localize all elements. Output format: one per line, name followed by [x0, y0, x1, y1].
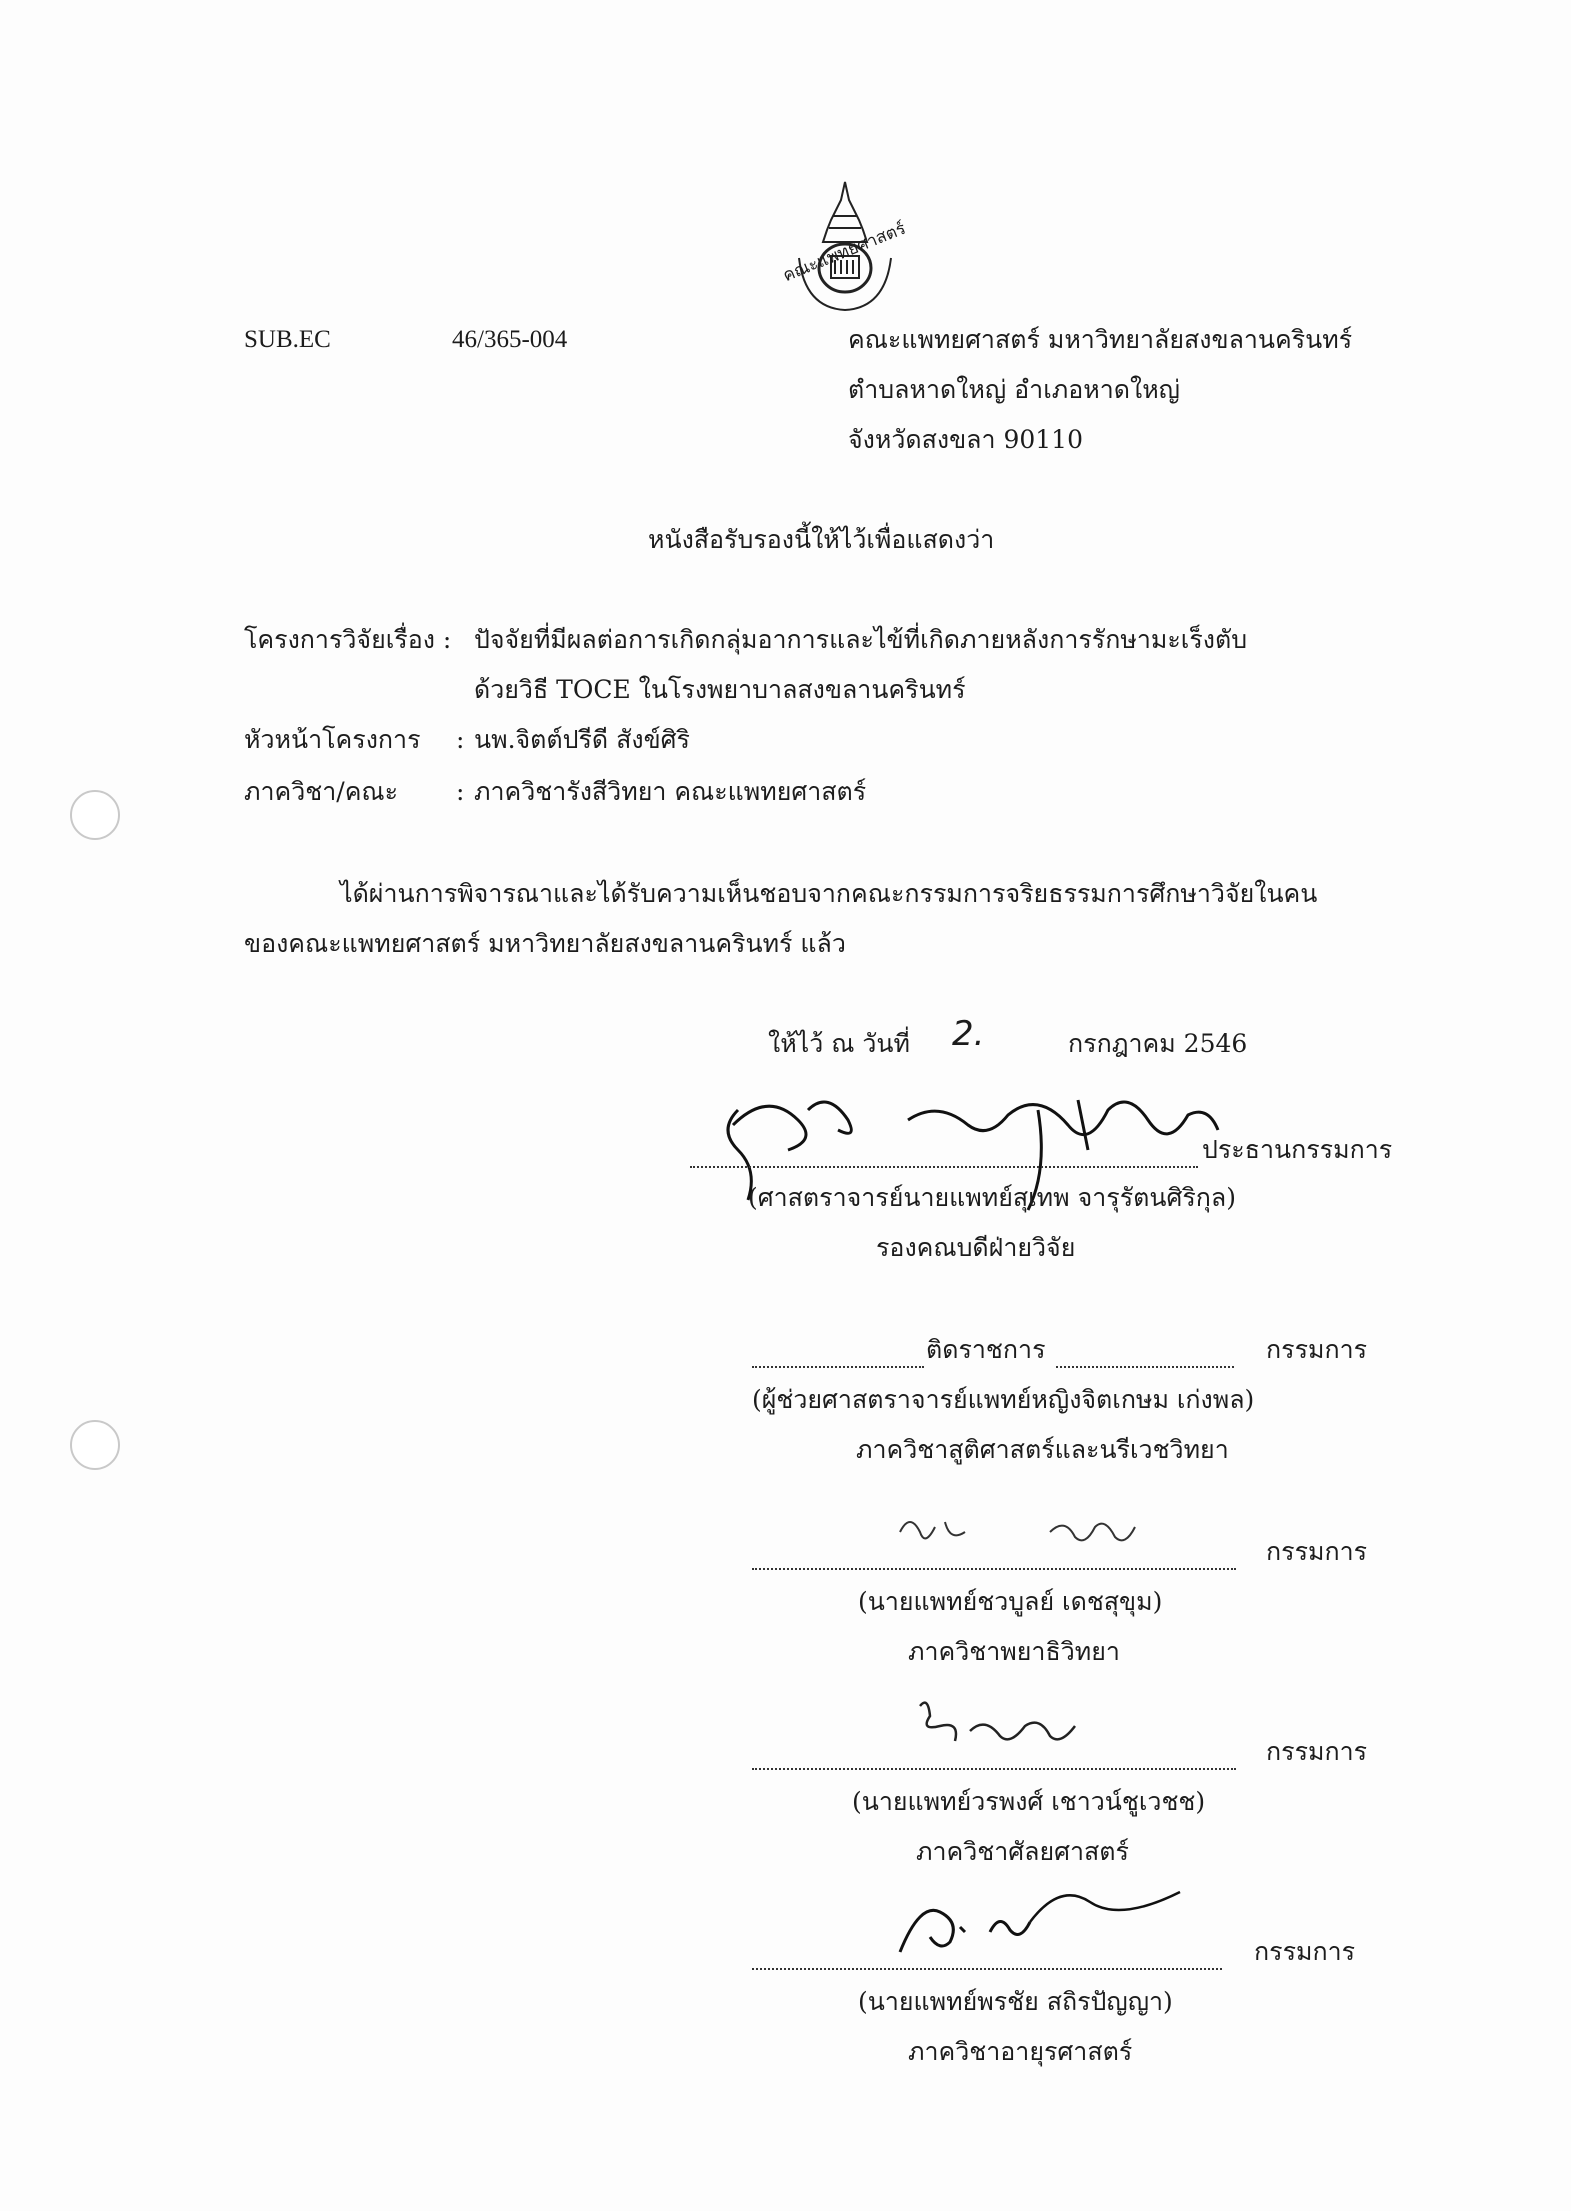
signatory-3-name: (นายแพทย์ชวบูลย์ เดชสุขุม) — [858, 1587, 1163, 1616]
signatory-1-position: รองคณบดีฝ่ายวิจัย — [876, 1233, 1076, 1262]
project-head-name: นพ.จิตต์ปรีดี สังข์ศิริ — [474, 725, 690, 754]
signatory-4-position: ภาควิชาศัลยศาสตร์ — [916, 1837, 1129, 1866]
signatory-4-name: (นายแพทย์วรพงศ์ เชาวน์ชูเวชช) — [852, 1787, 1206, 1816]
signatory-5-position: ภาควิชาอายุรศาสตร์ — [908, 2037, 1133, 2066]
project-label: โครงการวิจัยเรื่อง : — [244, 625, 452, 654]
signature-line-4 — [752, 1768, 1236, 1770]
department-value: ภาควิชารังสีวิทยา คณะแพทยศาสตร์ — [474, 777, 867, 806]
signatory-3-position: ภาควิชาพยาธิวิทยา — [908, 1637, 1120, 1666]
signature-line-2a — [752, 1366, 924, 1368]
signatory-4-signature — [900, 1686, 1160, 1766]
signatory-2-note: ติดราชการ — [926, 1335, 1046, 1364]
signatory-3-signature — [890, 1502, 1190, 1562]
signatory-1-name: (ศาสตราจารย์นายแพทย์สุเทพ จารุรัตนศิริกุล) — [748, 1183, 1236, 1212]
signature-line-2b — [1056, 1366, 1234, 1368]
reference-number: 46/365-004 — [452, 326, 568, 353]
document-title: หนังสือรับรองนี้ให้ไว้เพื่อแสดงว่า — [648, 525, 995, 554]
punch-hole-top — [70, 790, 120, 840]
reference-code: SUB.EC — [244, 326, 331, 353]
approval-text-line-2: ของคณะแพทยศาสตร์ มหาวิทยาลัยสงขลานครินทร์ แล้ว — [244, 929, 846, 958]
project-head-label: หัวหน้าโครงการ — [244, 725, 421, 754]
signatory-3-role: กรรมการ — [1266, 1537, 1368, 1566]
punch-hole-bottom — [70, 1420, 120, 1470]
address-line-3: จังหวัดสงขลา 90110 — [848, 425, 1083, 454]
signatory-4-role: กรรมการ — [1266, 1737, 1368, 1766]
project-title-line-1: ปัจจัยที่มีผลต่อการเกิดกลุ่มอาการและไข้ที่เกิดภายหลังการรักษามะเร็งตับ — [474, 625, 1248, 654]
date-month-year: กรกฎาคม 2546 — [1068, 1029, 1248, 1058]
logo-lettering: คณะแพทยศาสตร์ — [780, 218, 909, 287]
signatory-5-signature — [880, 1842, 1220, 1962]
address-line-1: คณะแพทยศาสตร์ มหาวิทยาลัยสงขลานครินทร์ — [848, 325, 1353, 354]
project-head-colon: : — [456, 725, 465, 754]
department-colon: : — [456, 777, 465, 806]
signatory-1-role: ประธานกรรมการ — [1202, 1135, 1393, 1164]
approval-text-line-1: ได้ผ่านการพิจารณาและได้รับความเห็นชอบจากคณะกรรมการจริยธรรมการศึกษาวิจัยในคน — [340, 879, 1318, 908]
signatory-5-role: กรรมการ — [1254, 1937, 1356, 1966]
signatory-5-name: (นายแพทย์พรชัย สถิรปัญญา) — [858, 1987, 1173, 2016]
date-prefix: ให้ไว้ ณ วันที่ — [768, 1029, 910, 1058]
address-line-2: ตำบลหาดใหญ่ อำเภอหาดใหญ่ — [848, 375, 1180, 404]
signatory-2-name: (ผู้ช่วยศาสตราจารย์แพทย์หญิงจิตเกษม เก่งพล) — [752, 1385, 1255, 1414]
signature-line-1 — [690, 1166, 1198, 1168]
department-label: ภาควิชา/คณะ — [244, 777, 399, 806]
date-day-handwritten: 2. — [952, 1014, 985, 1054]
signature-line-5 — [752, 1968, 1222, 1970]
project-title-line-2: ด้วยวิธี TOCE ในโรงพยาบาลสงขลานครินทร์ — [474, 675, 966, 704]
signatory-2-position: ภาควิชาสูติศาสตร์และนรีเวชวิทยา — [856, 1435, 1229, 1464]
signatory-2-role: กรรมการ — [1266, 1335, 1368, 1364]
signature-line-3 — [752, 1568, 1236, 1570]
